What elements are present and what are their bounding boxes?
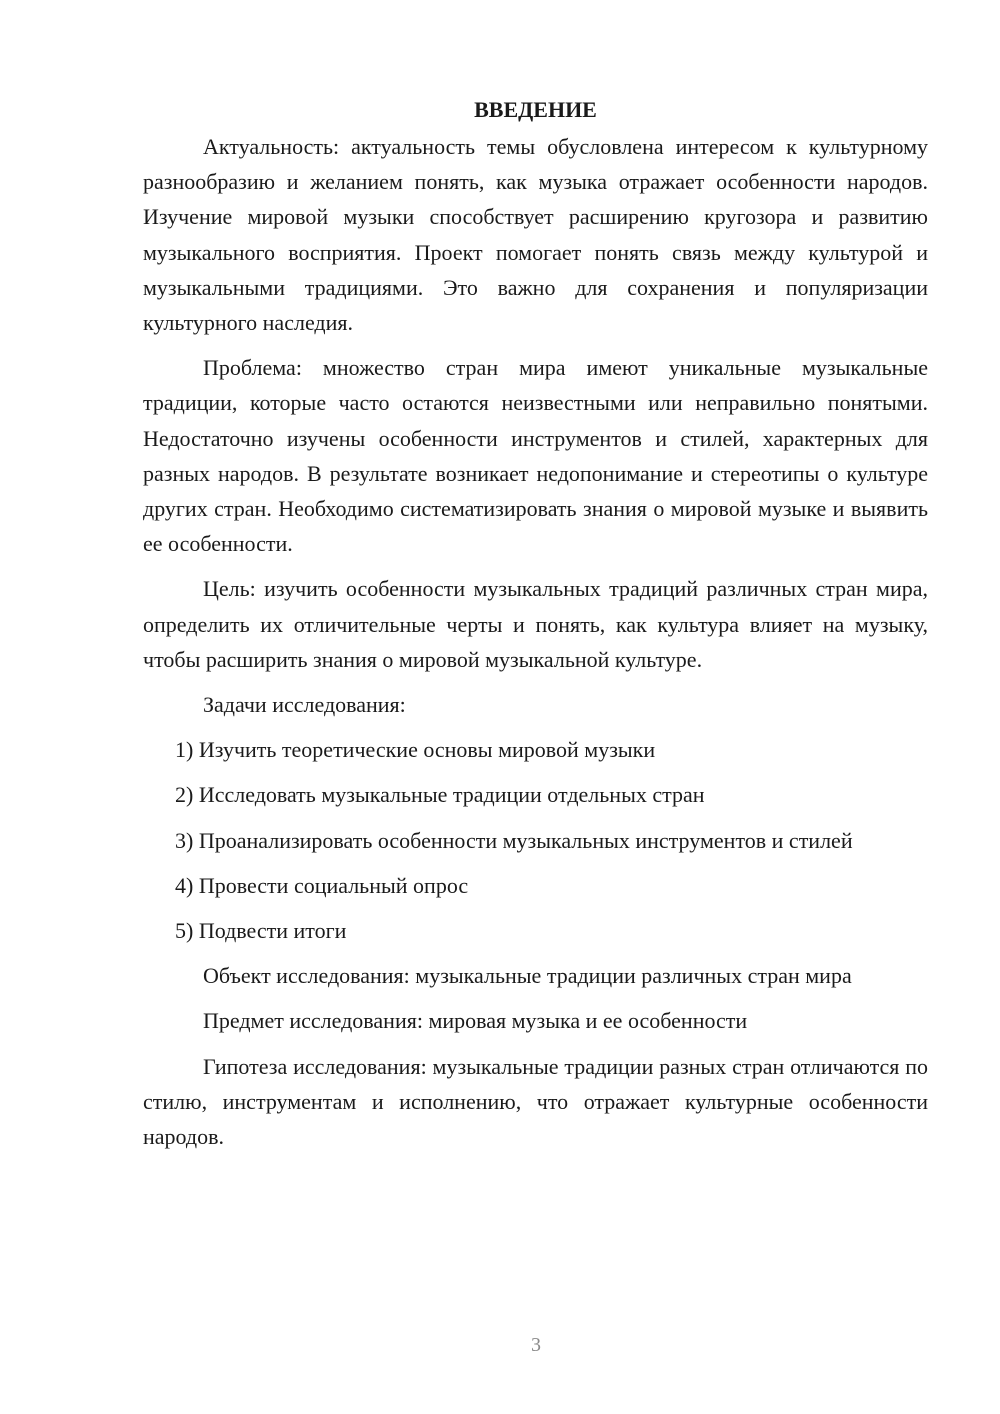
- tasks-title: Задачи исследования:: [203, 692, 406, 718]
- goal-paragraph: Цель: изучить особенности музыкальных традиций различных стран мира, определить их отличительные черты и понять, как культура влияет на музыку, чтобы расширить знания о мировой музыкальной культуре.: [143, 576, 928, 672]
- page-number: 3: [531, 1334, 541, 1356]
- task-item-5: 5) Подвести итоги: [175, 918, 347, 944]
- hypothesis-paragraph: Гипотеза исследования: музыкальные традиции разных стран отличаются по стилю, инструментам и исполнению, что отражает культурные особенности народов.: [143, 1053, 928, 1150]
- task-item-3: 3) Проанализировать особенности музыкальных инструментов и стилей: [175, 827, 853, 853]
- object-paragraph: Объект исследования: музыкальные традиции различных стран мира: [203, 963, 852, 989]
- document-page: [143, 95, 928, 1154]
- relevance-paragraph: Актуальность: актуальность темы обусловлена интересом к культурному разнообразию и желанием понять, как музыка отражает особенности народов. Изучение мировой музыки способствует расширению кругозора и развитию музыкального восприятия. Проект помогает понять связь между культурой и музыкальными традициями. Это важно для сохранения и популяризации культурного наследия.: [143, 134, 928, 336]
- subject-paragraph: Предмет исследования: мировая музыка и ее особенности: [203, 1008, 748, 1034]
- task-item-2: 2) Исследовать музыкальные традиции отдельных стран: [175, 782, 705, 808]
- problem-paragraph: Проблема: множество стран мира имеют уникальные музыкальные традиции, которые часто остаются неизвестными или неправильно понятыми. Недостаточно изучены особенности инструментов и стилей, характерных для разных народов. В результате возникает недопонимание и стереотипы о культуре других стран. Необходимо систематизировать знания о мировой музыке и выявить ее особенности.: [143, 355, 928, 557]
- task-item-4: 4) Провести социальный опрос: [175, 872, 469, 898]
- task-item-1: 1) Изучить теоретические основы мировой музыки: [175, 737, 656, 763]
- section-heading: ВВЕДЕНИЕ: [474, 97, 597, 122]
